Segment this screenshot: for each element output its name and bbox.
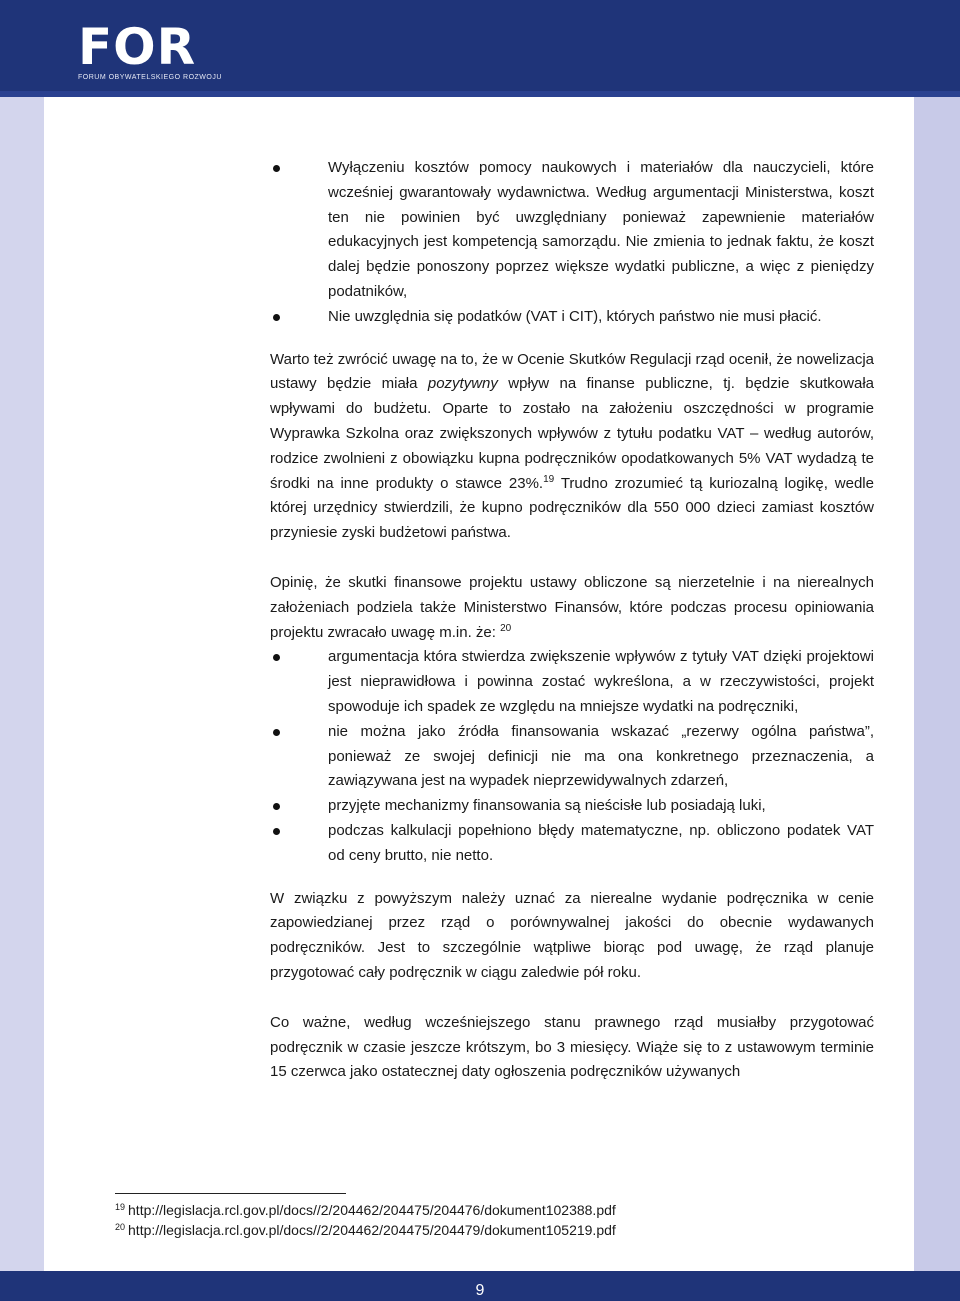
list-item: Nie uwzględnia się podatków (VAT i CIT), których państwo nie musi płacić. <box>270 305 874 330</box>
bullet-list-costs <box>270 156 874 330</box>
footnote-number: 19 <box>115 1202 126 1212</box>
left-margin-band <box>0 97 44 1271</box>
text-run: Warto też zwrócić uwagę na to, że w Ocenie Skutków Regulacji rząd ocenił, że nowelizacja ustawy będzie miała <box>270 350 874 393</box>
page-number: 9 <box>475 1282 485 1299</box>
footnote-number: 20 <box>115 1222 126 1232</box>
list-item: podczas kalkulacji popełniono błędy matematyczne, np. obliczono podatek VAT od ceny brutto, nie netto. <box>270 819 874 869</box>
paragraph-osr <box>270 348 874 546</box>
footnote-20 <box>115 1220 616 1240</box>
text-run: Opinię, że skutki finansowe projektu ustawy obliczone są nierzetelnie i na nierealnych założeniach podziela także Ministerstwo Finansów, które podczas procesu opiniowania projektu zwracało uwagę m.in. że: <box>270 573 874 641</box>
footnote-ref-20: 20 <box>500 622 512 634</box>
logo-text: FOR <box>78 18 197 76</box>
footnote-link[interactable]: http://legislacja.rcl.gov.pl/docs//2/204462/204475/204479/dokument105219.pdf <box>128 1222 616 1238</box>
footnote-link[interactable]: http://legislacja.rcl.gov.pl/docs//2/204462/204475/204476/dokument102388.pdf <box>128 1202 616 1218</box>
paragraph-mf-opinion <box>270 571 874 645</box>
right-margin-band <box>914 97 960 1271</box>
footnote-separator <box>115 1193 346 1194</box>
list-item: nie można jako źródła finansowania wskazać „rezerwy ogólna państwa”, ponieważ ze swojej definicji nie ma ona konkretnego przeznaczenia, a zawiązywana jest na wypadek nieprzewidywalnych zdarzeń, <box>270 720 874 794</box>
italic-text: pozytywny <box>427 375 498 393</box>
footnotes <box>115 1200 616 1240</box>
footnote-19 <box>115 1200 616 1220</box>
paragraph-deadline: Co ważne, według wcześniejszego stanu prawnego rząd musiałby przygotować podręcznik w czasie jeszcze krótszym, bo 3 miesięcy. Wiąże się to z ustawowym terminie 15 czerwca jako ostatecznej daty ogłoszenia podręczników używanych <box>270 1013 874 1081</box>
logo-subtitle: FORUM OBYWATELSKIEGO ROZWOJU <box>78 74 222 81</box>
text-run: wpływ na finanse publiczne, tj. będzie skutkowała wpływami do budżetu. Oparte to zostało na założeniu oszczędności w programie Wyprawka Szkolna oraz zwiększonych wpływów z tytułu podatku VAT – według autorów, rodzice zwolnieni z obowiązku kupna podręczników opodatkowanych 5% VAT wydadzą te środki na inne produkty o stawce 23%. <box>270 375 875 492</box>
list-item: przyjęte mechanizmy finansowania są nieścisłe lub posiadają luki, <box>270 794 874 819</box>
footnote-ref-19: 19 <box>543 473 555 485</box>
list-item: argumentacja która stwierdza zwiększenie wpływów z tytuły VAT dzięki projektowi jest nieprawidłowa i powinna zostać wykreślona, a w rzeczywistości, projekt spowoduje ich spadek ze względu na mniejsze wydatki na podręczniki, <box>270 645 874 719</box>
document-content <box>270 156 874 1085</box>
paragraph-conclusion: W związku z powyższym należy uznać za nierealne wydanie podręcznika w cenie zapowiedzianej przez rząd o porównywalnej jakości do obecnie wydawanych podręczników. Jest to szczególnie wątpliwe biorąc pod uwagę, że rząd planuje przygotować cały podręcznik w ciągu zaledwie pół roku. <box>270 889 874 981</box>
for-logo <box>78 18 222 88</box>
text-run: Trudno zrozumieć tą kuriozalną logikę, wedle której urzędnicy stwierdzili, że kupno podręczników dla 550 000 dzieci zamiast kosztów przyniesie zyski budżetowi państwa. <box>270 474 874 542</box>
list-item: Wyłączeniu kosztów pomocy naukowych i materiałów dla nauczycieli, które wcześniej gwarantowały wydawnictwa. Według argumentacji Ministerstwa, koszt ten nie powinien być uwzględniany ponieważ zapewnienie materiałów edukacyjnych jest kompetencją samorządu. Nie zmienia to jednak faktu, że koszt dalej będzie ponoszony poprzez większe wydatki publiczne, a więc z pieniędzy podatników, <box>270 156 874 305</box>
bullet-list-mf <box>270 645 874 868</box>
